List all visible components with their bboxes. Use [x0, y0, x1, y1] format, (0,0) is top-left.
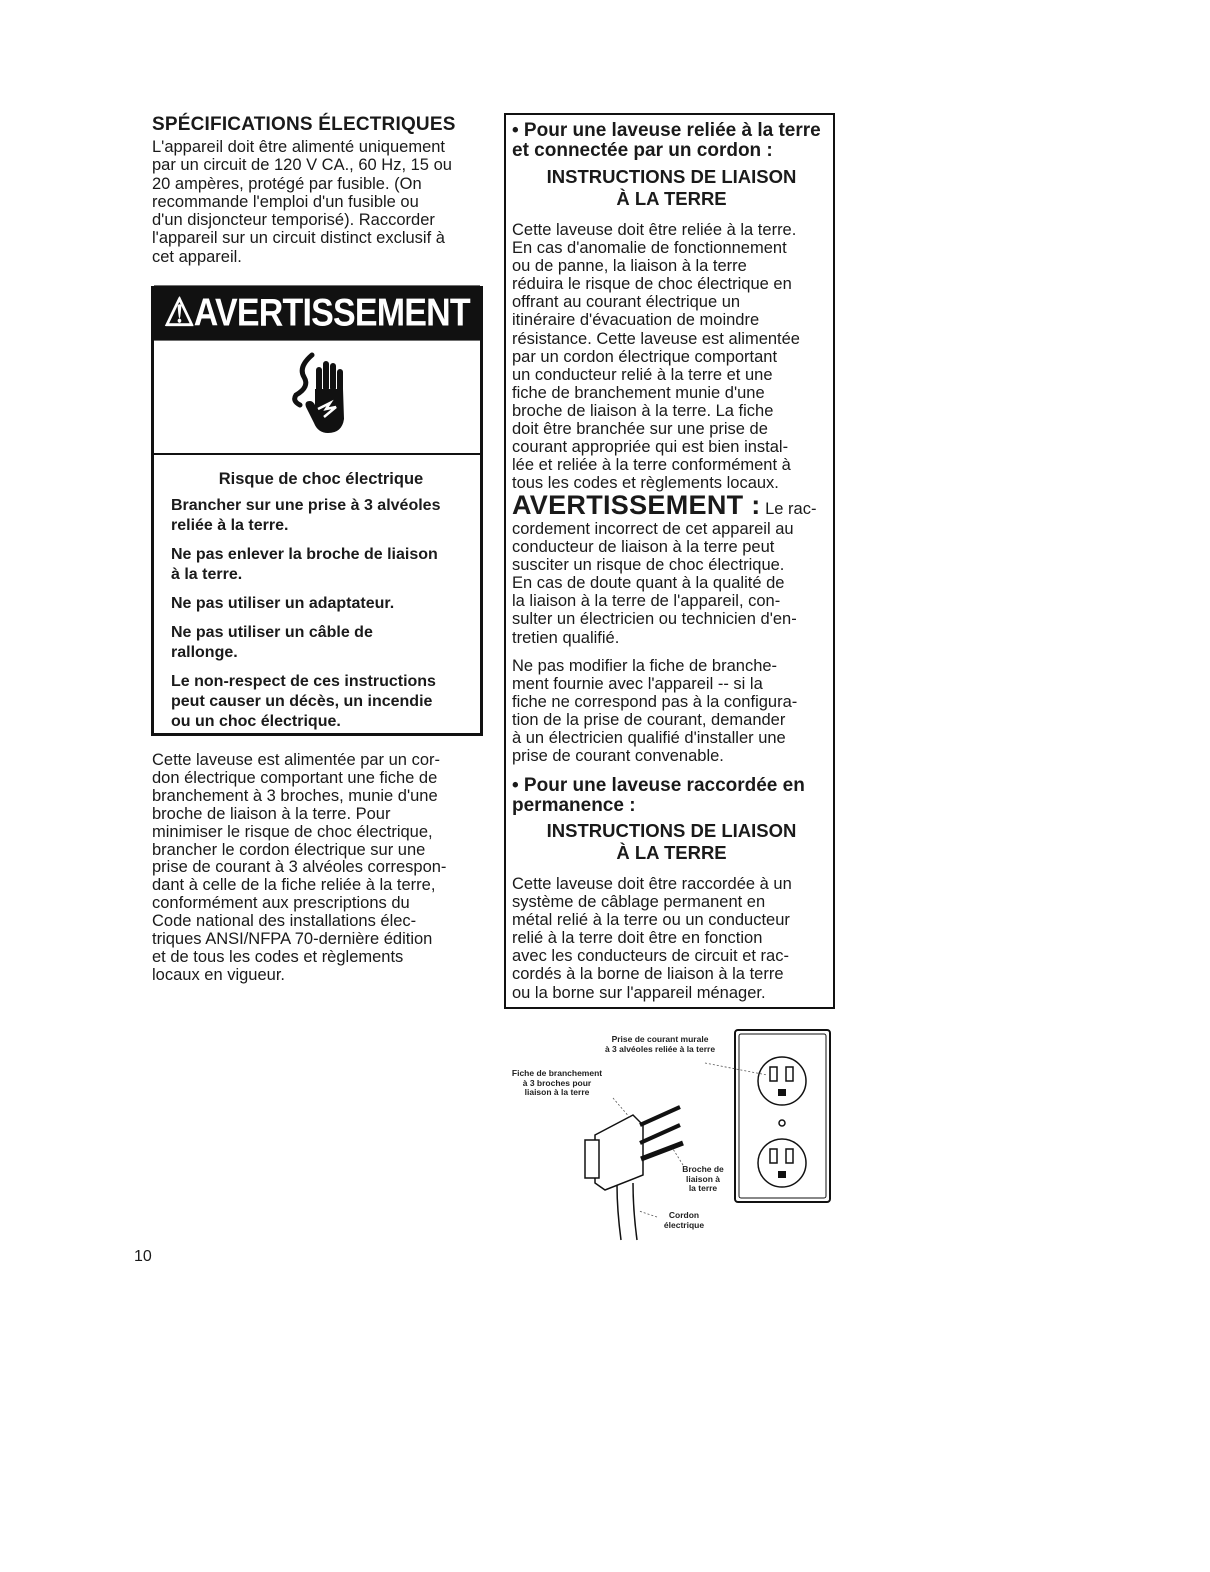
warning-line: Le non-respect de ces instructions peut causer un décès, un incendie ou un choc électrique. — [171, 673, 436, 730]
spec-title: SPÉCIFICATIONS ÉLECTRIQUES — [152, 114, 456, 135]
label-ground-pin: Broche de liaison à la terre — [682, 1164, 724, 1193]
permanent-connection-paragraph: Cette laveuse doit être raccordée à un système de câblage permanent en métal relié à la terre ou un conducteur relié à la terre doit être en fonction avec les conducteurs de circuit et rac- cordés à la borne de liaison à la terre ou la borne sur l'appareil ménager. — [512, 875, 792, 1002]
warning-lead: Le rac- — [760, 500, 817, 518]
warning-paragraph: cordement incorrect de cet appareil au conducteur de liaison à la terre peut susciter un risque de choc électrique. En cas de doute quant à la qualité de la liaison à la terre de l'appareil, con- sulter un électricien ou technicien d'en- tretien qualifié. — [512, 520, 797, 647]
warning-line: Ne pas enlever la broche de liaison à la terre. — [171, 546, 438, 583]
page-number: 10 — [134, 1248, 152, 1265]
grounding-instructions-box — [504, 113, 835, 1009]
warning-line: Brancher sur une prise à 3 alvéoles reliée à la terre. — [171, 497, 441, 534]
warning-banner: ⚠AVERTISSEMENT — [154, 285, 480, 340]
warning-line: Ne pas utiliser un câble de rallonge. — [171, 624, 373, 661]
outlet-plug-diagram — [505, 1025, 835, 1250]
warning-icon-area — [154, 337, 480, 455]
left-body-paragraph: Cette laveuse est alimentée par un cor- don électrique comportant une fiche de branchement à 3 broches, munie d'une broche de liaison à la terre. Pour minimiser le risque de choc électrique, brancher le cordon électrique sur une prise de courant à 3 alvéoles correspon- dant à celle de la fiche reliée à la terre, conformément aux prescriptions du Code national des installations élec- triques ANSI/NFPA 70-dernière édition et de tous les codes et règlements locaux en vigueur. — [152, 751, 447, 984]
instructions-heading: INSTRUCTIONS DE LIAISON À LA TERRE — [546, 166, 797, 209]
instructions-heading: INSTRUCTIONS DE LIAISON À LA TERRE — [546, 820, 797, 863]
warning-risk-heading: Risque de choc électrique — [218, 470, 424, 488]
grounding-paragraph: Cette laveuse doit être reliée à la terre. En cas d'anomalie de fonctionnement ou de panne, la liaison à la terre réduira le risque de choc électrique en offrant au courant électrique un itinéraire d'évacuation de moindre résistance. Cette laveuse est alimentée par un cordon électrique comportant un conducteur relié à la terre et une fiche de branchement munie d'une broche de liaison à la terre. La fiche doit être branchée sur une prise de courant appropriée qui est bien instal- lée et reliée à la terre conformément à tous les codes et règlements locaux. — [512, 221, 800, 493]
electric-shock-hand-icon — [282, 345, 362, 440]
warning-line: Ne pas utiliser un adaptateur. — [171, 595, 395, 612]
warning-title: AVERTISSEMENT : — [512, 490, 761, 520]
bullet-heading-cord: • Pour une laveuse reliée à la terre et connectée par un cordon : — [512, 120, 821, 161]
warning-box — [151, 286, 483, 736]
spec-paragraph: L'appareil doit être alimenté uniquement par un circuit de 120 V CA., 60 Hz, 15 ou 20 ampères, protégé par fusible. (On recommande l'emploi d'un fusible ou d'un disjoncteur temporisé). Raccorder l'appareil sur un circuit distinct exclusif à cet appareil. — [152, 138, 452, 266]
plug-modification-paragraph: Ne pas modifier la fiche de branche- ment fournie avec l'appareil -- si la fiche ne correspond pas à la configura- tion de la prise de courant, demander à un électricien qualifié d'installer une prise de courant convenable. — [512, 657, 798, 766]
label-wall-outlet: Prise de courant murale à 3 alvéoles reliée à la terre — [604, 1034, 716, 1054]
label-power-cord: Cordon électrique — [663, 1210, 705, 1230]
label-plug: Fiche de branchement à 3 broches pour liaison à la terre — [511, 1068, 603, 1097]
bullet-heading-permanent: • Pour une laveuse raccordée en permanence : — [512, 775, 805, 816]
